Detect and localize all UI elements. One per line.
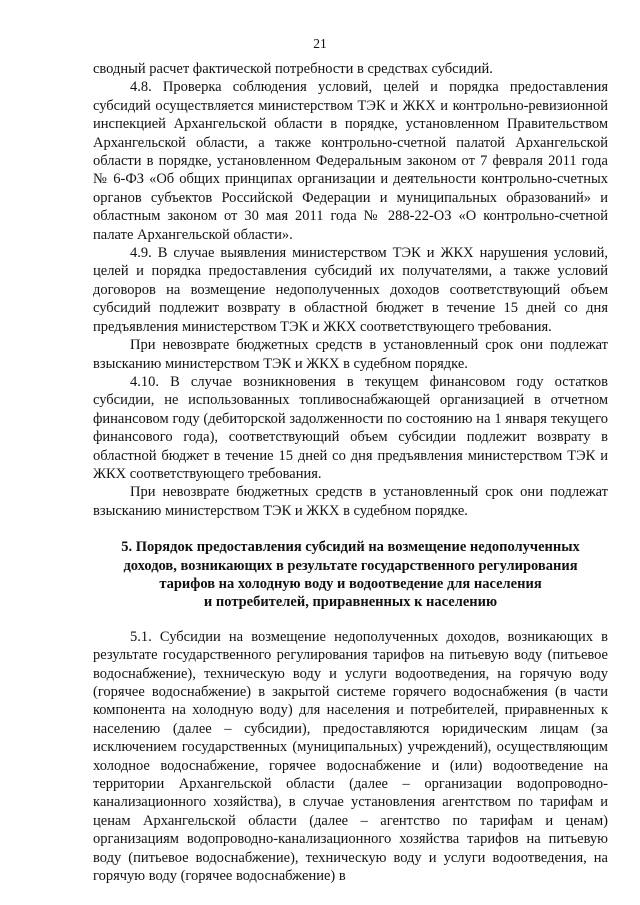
- paragraph-4-10-recovery: При невозврате бюджетных средств в установленный срок они подлежат взысканию министерством ТЭК и ЖКХ в судебном порядке.: [93, 484, 608, 519]
- paragraph-4-10: 4.10. В случае возникновения в текущем финансовом году остатков субсидии, не использованных топливоснабжающей организацией в отчетном финансовом году (дебиторской задолженности по состоянию на 1 января текущего финансового года), соответствующий объем субсидии подлежит возврату в областной бюджет в течение 15 дней со дня предъявления министерством ТЭК и ЖКХ соответствующего требования.: [93, 373, 608, 482]
- document-body: [93, 60, 608, 885]
- paragraph-4-8: 4.8. Проверка соблюдения условий, целей и порядка предоставления субсидий осуществляется министерством ТЭК и ЖКХ и контрольно-ревизионной инспекцией Архангельской области в порядке, установленном Правительством Архангельской области, а также контрольно-счетной палатой Архангельской области в порядке, установленном Федеральным законом от 7 февраля 2011 года № 6-ФЗ «Об общих принципах организации и деятельности контрольно-счетных органов субъектов Российской Федерации и муниципальных образований» и областным законом от 30 мая 2011 года № 288-22-ОЗ «О контрольно-счетной палате Архангельской области».: [93, 79, 608, 243]
- paragraph-4-9: 4.9. В случае выявления министерством ТЭК и ЖКХ нарушения условий, целей и порядка предоставления субсидий их получателями, а также условий договоров на возмещение недополученных доходов соответствующий объем субсидий подлежит возврату в областной бюджет в течение 15 дней со дня предъявления министерством ТЭК и ЖКХ соответствующего требования.: [93, 245, 608, 335]
- paragraph-continuation: сводный расчет фактической потребности в средствах субсидий.: [93, 61, 493, 77]
- paragraph-4-9-recovery: При невозврате бюджетных средств в установленный срок они подлежат взысканию министерством ТЭК и ЖКХ в судебном порядке.: [93, 337, 608, 372]
- page-number: 21: [313, 36, 327, 51]
- paragraph-5-1: 5.1. Субсидии на возмещение недополученных доходов, возникающих в результате государственного регулирования тарифов на питьевую воду (питьевое водоснабжение), техническую воду и услуги водоотведения, на горячую воду (горячее водоснабжение) в закрытой системе горячего водоснабжения (в части компонента на холодную воду) для населения и потребителей, приравненных к населению (далее – субсидии), предоставляются юридическим лицам (за исключением государственных (муниципальных) учреждений), осуществляющим холодное водоснабжение, горячее водоснабжение и (или) водоотведение на территории Архангельской области (далее – организации водопроводно-канализационного хозяйства), в случае установления агентством по тарифам и ценам Архангельской области (далее – агентство по тарифам и ценам) организациям водопроводно-канализационного хозяйства тарифов на питьевую воду (питьевое водоснабжение), техническую воду и услуги водоотведения, на горячую воду (горячее водоснабжение) в: [93, 628, 608, 885]
- section-5-heading: 5. Порядок предоставления субсидий на возмещение недополученных доходов, возникающих в результате государственного регулирования тарифов на холодную воду и водоотведение для населения и потребителей, приравненных к населению: [121, 539, 580, 611]
